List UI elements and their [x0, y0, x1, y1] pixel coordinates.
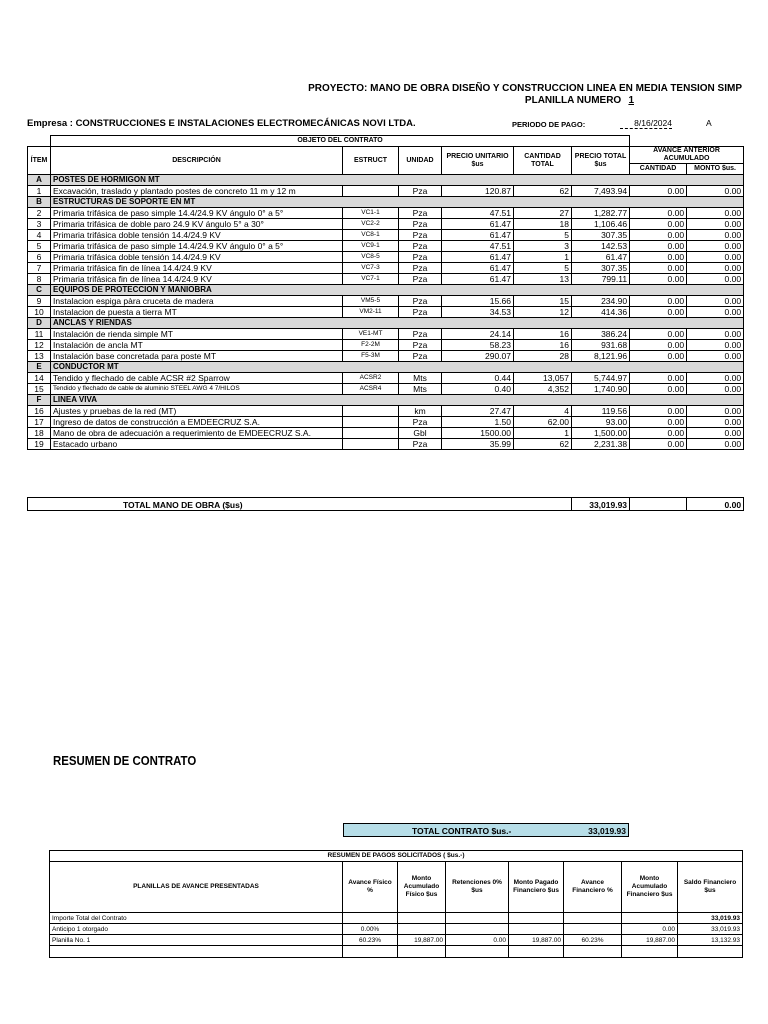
item-unidad: Mts	[399, 384, 442, 395]
item-precio-unitario: 47.51	[442, 208, 514, 219]
item-number: 15	[28, 384, 51, 395]
periodo-suffix: A	[706, 118, 712, 128]
item-number: 16	[28, 406, 51, 417]
item-estruct	[343, 417, 399, 428]
item-avance-monto: 0.00	[687, 329, 744, 340]
pagos-monto-pagado	[509, 924, 564, 935]
item-precio-total: 2,231.38	[572, 439, 630, 450]
col-monto-pagado: Monto Pagado Financiero $us	[509, 862, 564, 913]
item-precio-total: 142.53	[572, 241, 630, 252]
item-unidad: Pza	[399, 230, 442, 241]
item-unidad: Mts	[399, 373, 442, 384]
resumen-pagos-table	[49, 850, 743, 958]
table-row	[28, 186, 744, 197]
pagos-retenciones	[446, 946, 509, 958]
pagos-saldo-financiero	[678, 946, 743, 958]
item-precio-total: 1,282.77	[572, 208, 630, 219]
item-precio-unitario: 290.07	[442, 351, 514, 362]
table-row	[28, 340, 744, 351]
pagos-row	[50, 924, 743, 935]
item-precio-total: 5,744.97	[572, 373, 630, 384]
item-number: 5	[28, 241, 51, 252]
section-name: LINEA VIVA	[51, 395, 744, 406]
item-estruct: VC2-2	[343, 219, 399, 230]
item-unidad: Pza	[399, 307, 442, 318]
item-number: 9	[28, 296, 51, 307]
pagos-label: Importe Total del Contrato	[50, 913, 343, 924]
item-estruct: VC7-3	[343, 263, 399, 274]
pagos-title: RESUMEN DE PAGOS SOLICITADOS ( $us.-)	[50, 851, 743, 862]
item-number: 17	[28, 417, 51, 428]
planilla-number: 1	[628, 95, 634, 106]
item-estruct: F2-2M	[343, 340, 399, 351]
section-row	[28, 362, 744, 373]
pagos-monto-acum-fisico	[398, 913, 446, 924]
item-cantidad-total: 3	[514, 241, 572, 252]
item-avance-cantidad: 0.00	[630, 252, 687, 263]
item-avance-cantidad: 0.00	[630, 307, 687, 318]
item-cantidad-total: 12	[514, 307, 572, 318]
item-estruct	[343, 428, 399, 439]
item-description: Mano de obra de adecuación a requerimiento de EMDEECRUZ S.A.	[51, 428, 343, 439]
pagos-avance-financiero	[564, 946, 622, 958]
item-description: Ajustes y pruebas de la red (MT)	[51, 406, 343, 417]
item-cantidad-total: 5	[514, 263, 572, 274]
item-precio-total: 1,500.00	[572, 428, 630, 439]
item-precio-total: 799.11	[572, 274, 630, 285]
item-avance-monto: 0.00	[687, 373, 744, 384]
section-letter: F	[28, 395, 51, 406]
table-row	[28, 329, 744, 340]
pagos-row	[50, 935, 743, 946]
item-precio-unitario: 58.23	[442, 340, 514, 351]
item-avance-cantidad: 0.00	[630, 208, 687, 219]
col-monto-acum-financiero: Monto Acumulado Financiero $us	[622, 862, 678, 913]
item-unidad: Pza	[399, 263, 442, 274]
item-precio-unitario: 120.87	[442, 186, 514, 197]
item-number: 7	[28, 263, 51, 274]
item-estruct: ACSR2	[343, 373, 399, 384]
item-precio-unitario: 15.66	[442, 296, 514, 307]
item-cantidad-total: 28	[514, 351, 572, 362]
pagos-retenciones	[446, 913, 509, 924]
item-unidad: Pza	[399, 241, 442, 252]
col-cantidad-total: CANTIDAD TOTAL	[514, 147, 572, 175]
table-row	[28, 428, 744, 439]
item-number: 8	[28, 274, 51, 285]
item-description: Instalacion espiga pàra cruceta de madera	[51, 296, 343, 307]
section-name: ANCLAS Y RIENDAS	[51, 318, 744, 329]
item-precio-total: 386.24	[572, 329, 630, 340]
pagos-monto-acum-financiero	[622, 946, 678, 958]
table-row	[28, 263, 744, 274]
item-description: Primaria trifásica de paso simple 14.4/24.9 KV ángulo 0° a 5°	[51, 208, 343, 219]
col-precio-unitario: PRECIO UNITARIO $us	[442, 147, 514, 175]
table-row	[28, 351, 744, 362]
pagos-label: Planilla No. 1	[50, 935, 343, 946]
item-cantidad-total: 13,057	[514, 373, 572, 384]
item-estruct: VC1-1	[343, 208, 399, 219]
item-estruct: VC9-1	[343, 241, 399, 252]
item-estruct	[343, 186, 399, 197]
pagos-row	[50, 913, 743, 924]
pagos-monto-pagado: 19,887.00	[509, 935, 564, 946]
item-precio-total: 931.68	[572, 340, 630, 351]
empresa-line: Empresa : CONSTRUCCIONES E INSTALACIONES ELECTROMECÁNICAS NOVI LTDA.	[27, 118, 416, 129]
item-avance-cantidad: 0.00	[630, 241, 687, 252]
pagos-monto-acum-financiero: 19,887.00	[622, 935, 678, 946]
item-avance-monto: 0.00	[687, 307, 744, 318]
item-precio-unitario: 61.47	[442, 219, 514, 230]
item-estruct: ACSR4	[343, 384, 399, 395]
item-estruct: VC7-1	[343, 274, 399, 285]
item-avance-monto: 0.00	[687, 186, 744, 197]
table-row	[28, 439, 744, 450]
item-avance-cantidad: 0.00	[630, 373, 687, 384]
col-precio-total: PRECIO TOTAL $us	[572, 147, 630, 175]
item-avance-monto: 0.00	[687, 417, 744, 428]
item-precio-total: 1,106.46	[572, 219, 630, 230]
item-unidad: Pza	[399, 351, 442, 362]
section-letter: E	[28, 362, 51, 373]
item-number: 19	[28, 439, 51, 450]
col-avance-financiero: Avance Financiero %	[564, 862, 622, 913]
section-row	[28, 285, 744, 296]
pagos-monto-acum-fisico	[398, 924, 446, 935]
pagos-monto-acum-financiero: 0.00	[622, 924, 678, 935]
item-description: Excavación, traslado y plantado postes de concreto 11 m y 12 m	[51, 186, 343, 197]
item-unidad: Pza	[399, 329, 442, 340]
item-avance-cantidad: 0.00	[630, 384, 687, 395]
item-description: Primaria trifásica de paso simple 14.4/24.9 KV ángulo 0° a 5°	[51, 241, 343, 252]
item-precio-total: 1,740.90	[572, 384, 630, 395]
item-estruct: VC8-5	[343, 252, 399, 263]
item-avance-monto: 0.00	[687, 208, 744, 219]
item-avance-cantidad: 0.00	[630, 186, 687, 197]
pagos-avance-fisico	[343, 946, 398, 958]
item-cantidad-total: 4	[514, 406, 572, 417]
item-avance-monto: 0.00	[687, 439, 744, 450]
pagos-monto-pagado	[509, 946, 564, 958]
total-contrato-box	[343, 823, 629, 837]
item-unidad: Pza	[399, 274, 442, 285]
item-precio-total: 307.35	[572, 230, 630, 241]
item-estruct: VM5-5	[343, 296, 399, 307]
item-precio-unitario: 27.47	[442, 406, 514, 417]
item-number: 11	[28, 329, 51, 340]
section-letter: B	[28, 197, 51, 208]
periodo-label: PERIODO DE PAGO:	[512, 120, 586, 129]
item-unidad: Gbl	[399, 428, 442, 439]
item-estruct: VM2-11	[343, 307, 399, 318]
table-row	[28, 406, 744, 417]
item-cantidad-total: 1	[514, 252, 572, 263]
table-row	[28, 230, 744, 241]
item-precio-unitario: 0.44	[442, 373, 514, 384]
item-number: 4	[28, 230, 51, 241]
item-description: Primaria trifásica doble tensión 14.4/24.9 KV	[51, 252, 343, 263]
pagos-avance-fisico: 0.00%	[343, 924, 398, 935]
col-saldo-financiero: Saldo Financiero $us	[678, 862, 743, 913]
table-row	[28, 208, 744, 219]
resumen-title: RESUMEN DE CONTRATO	[53, 753, 197, 768]
item-avance-cantidad: 0.00	[630, 439, 687, 450]
pagos-retenciones	[446, 924, 509, 935]
item-description: Instalación de rienda simple MT	[51, 329, 343, 340]
section-name: ESTRUCTURAS DE SOPORTE EN MT	[51, 197, 744, 208]
item-estruct: VC8-1	[343, 230, 399, 241]
item-estruct	[343, 439, 399, 450]
item-avance-cantidad: 0.00	[630, 329, 687, 340]
item-precio-unitario: 47.51	[442, 241, 514, 252]
col-avance-fisico: Avance Físico %	[343, 862, 398, 913]
total-mano-obra-label: TOTAL MANO DE OBRA ($us)	[28, 498, 572, 511]
pagos-avance-financiero	[564, 924, 622, 935]
col-estruct: ESTRUCT	[343, 147, 399, 175]
item-cantidad-total: 27	[514, 208, 572, 219]
item-description: Instalacion de puesta a tierra MT	[51, 307, 343, 318]
pagos-avance-fisico	[343, 913, 398, 924]
table-row	[28, 296, 744, 307]
item-precio-unitario: 35.99	[442, 439, 514, 450]
item-precio-unitario: 61.47	[442, 252, 514, 263]
item-description: Primaria trifásica fin de línea 14.4/24.9 KV	[51, 274, 343, 285]
item-cantidad-total: 62	[514, 186, 572, 197]
pagos-avance-fisico: 60.23%	[343, 935, 398, 946]
item-avance-cantidad: 0.00	[630, 406, 687, 417]
item-cantidad-total: 62.00	[514, 417, 572, 428]
table-row	[28, 219, 744, 230]
item-number: 2	[28, 208, 51, 219]
section-row	[28, 318, 744, 329]
planilla-label: PLANILLA NUMERO	[524, 95, 622, 106]
item-number: 6	[28, 252, 51, 263]
item-description: Primaria trifásica doble tensión 14.4/24.9 KV	[51, 230, 343, 241]
item-avance-monto: 0.00	[687, 263, 744, 274]
item-avance-monto: 0.00	[687, 252, 744, 263]
item-unidad: Pza	[399, 417, 442, 428]
item-precio-total: 93.00	[572, 417, 630, 428]
item-number: 3	[28, 219, 51, 230]
item-avance-cantidad: 0.00	[630, 219, 687, 230]
item-avance-monto: 0.00	[687, 230, 744, 241]
item-avance-cantidad: 0.00	[630, 428, 687, 439]
item-precio-unitario: 61.47	[442, 274, 514, 285]
item-avance-monto: 0.00	[687, 296, 744, 307]
item-unidad: Pza	[399, 296, 442, 307]
planilla-title	[380, 95, 634, 106]
section-letter: C	[28, 285, 51, 296]
table-row	[28, 417, 744, 428]
item-unidad: km	[399, 406, 442, 417]
periodo-date: 8/16/2024	[620, 118, 672, 129]
pagos-saldo-financiero: 33,019.93	[678, 913, 743, 924]
col-monto-acum-fisico: Monto Acumulado Físico $us	[398, 862, 446, 913]
pagos-monto-acum-fisico	[398, 946, 446, 958]
item-unidad: Pza	[399, 252, 442, 263]
item-estruct	[343, 406, 399, 417]
pagos-monto-pagado	[509, 913, 564, 924]
pagos-avance-financiero	[564, 913, 622, 924]
item-avance-cantidad: 0.00	[630, 417, 687, 428]
item-description: Tendido y flechado de cable ACSR #2 Sparrow	[51, 373, 343, 384]
pagos-label	[50, 946, 343, 958]
col-avance-monto: MONTO $us.	[687, 164, 744, 175]
item-estruct: F5-3M	[343, 351, 399, 362]
item-precio-unitario: 1.50	[442, 417, 514, 428]
item-cantidad-total: 16	[514, 329, 572, 340]
item-description: Primaria trifásica fin de línea 14.4/24.9 KV	[51, 263, 343, 274]
item-cantidad-total: 18	[514, 219, 572, 230]
item-number: 13	[28, 351, 51, 362]
item-avance-monto: 0.00	[687, 406, 744, 417]
table-row	[28, 373, 744, 384]
table-row	[28, 384, 744, 395]
table-row	[28, 307, 744, 318]
table-row	[28, 274, 744, 285]
item-number: 14	[28, 373, 51, 384]
item-unidad: Pza	[399, 186, 442, 197]
item-avance-cantidad: 0.00	[630, 340, 687, 351]
item-description: Estacado urbano	[51, 439, 343, 450]
item-unidad: Pza	[399, 208, 442, 219]
section-letter: D	[28, 318, 51, 329]
item-number: 12	[28, 340, 51, 351]
item-avance-monto: 0.00	[687, 428, 744, 439]
item-cantidad-total: 62	[514, 439, 572, 450]
item-precio-total: 307.35	[572, 263, 630, 274]
item-precio-total: 234.90	[572, 296, 630, 307]
pagos-saldo-financiero: 13,132.93	[678, 935, 743, 946]
item-description: Instalación de ancla MT	[51, 340, 343, 351]
pagos-retenciones: 0.00	[446, 935, 509, 946]
section-name: POSTES DE HORMIGON MT	[51, 175, 744, 186]
item-avance-monto: 0.00	[687, 241, 744, 252]
item-precio-total: 8,121.96	[572, 351, 630, 362]
item-avance-cantidad: 0.00	[630, 351, 687, 362]
item-cantidad-total: 16	[514, 340, 572, 351]
total-mano-obra-value: 33,019.93	[572, 498, 630, 511]
item-number: 18	[28, 428, 51, 439]
item-cantidad-total: 5	[514, 230, 572, 241]
col-avance-anterior: AVANCE ANTERIOR ACUMULADO	[630, 147, 744, 164]
item-cantidad-total: 15	[514, 296, 572, 307]
contract-items-table	[27, 135, 744, 450]
item-unidad: Pza	[399, 219, 442, 230]
section-name: CONDUCTOR MT	[51, 362, 744, 373]
col-item: ÍTEM	[28, 147, 51, 175]
objeto-header: OBJETO DEL CONTRATO	[51, 136, 630, 147]
item-description: Primaria trifásica de doble paro 24.9 KV ángulo 5° a 30°	[51, 219, 343, 230]
section-name: EQUIPOS DE PROTECCION Y MANIOBRA	[51, 285, 744, 296]
item-avance-cantidad: 0.00	[630, 296, 687, 307]
table-row	[28, 252, 744, 263]
col-unidad: UNIDAD	[399, 147, 442, 175]
pagos-saldo-financiero: 33,019.93	[678, 924, 743, 935]
total-contrato-label: TOTAL CONTRATO $us.-	[344, 824, 549, 837]
item-precio-total: 119.56	[572, 406, 630, 417]
item-precio-unitario: 24.14	[442, 329, 514, 340]
section-row	[28, 395, 744, 406]
item-description: Instalación base concretada para poste MT	[51, 351, 343, 362]
item-unidad: Pza	[399, 340, 442, 351]
pagos-monto-acum-fisico: 19,887.00	[398, 935, 446, 946]
section-row	[28, 197, 744, 208]
item-avance-cantidad: 0.00	[630, 263, 687, 274]
item-avance-cantidad: 0.00	[630, 274, 687, 285]
total-mano-obra-row	[27, 497, 744, 511]
pagos-row	[50, 946, 743, 958]
col-retenciones: Retenciones 0% $us	[446, 862, 509, 913]
item-avance-monto: 0.00	[687, 384, 744, 395]
col-descripcion: DESCRIPCIÓN	[51, 147, 343, 175]
item-number: 10	[28, 307, 51, 318]
col-planillas: PLANILLAS DE AVANCE PRESENTADAS	[50, 862, 343, 913]
pagos-monto-acum-financiero	[622, 913, 678, 924]
table-row	[28, 241, 744, 252]
item-description: Tendido y flechado de cable de aluminio STEEL AWG 4 7/HILOS	[51, 384, 343, 395]
item-number: 1	[28, 186, 51, 197]
item-avance-monto: 0.00	[687, 274, 744, 285]
item-avance-monto: 0.00	[687, 351, 744, 362]
item-precio-unitario: 34.53	[442, 307, 514, 318]
item-cantidad-total: 1	[514, 428, 572, 439]
section-letter: A	[28, 175, 51, 186]
project-title: PROYECTO: MANO DE OBRA DISEÑO Y CONSTRUCCION LINEA EN MEDIA TENSION SIMP	[308, 83, 742, 94]
item-precio-total: 7,493.94	[572, 186, 630, 197]
item-estruct: VE1-MT	[343, 329, 399, 340]
pagos-label: Anticipo 1 otorgado	[50, 924, 343, 935]
total-avance-value: 0.00	[687, 498, 744, 511]
pagos-avance-financiero: 60.23%	[564, 935, 622, 946]
item-precio-unitario: 1500.00	[442, 428, 514, 439]
item-precio-total: 414.36	[572, 307, 630, 318]
item-description: Ingreso de datos de construcción a EMDEECRUZ S.A.	[51, 417, 343, 428]
item-precio-unitario: 0.40	[442, 384, 514, 395]
total-contrato-value: 33,019.93	[549, 824, 629, 837]
col-avance-cantidad: CANTIDAD	[630, 164, 687, 175]
item-unidad: Pza	[399, 439, 442, 450]
item-avance-monto: 0.00	[687, 340, 744, 351]
item-avance-cantidad: 0.00	[630, 230, 687, 241]
item-cantidad-total: 13	[514, 274, 572, 285]
item-precio-total: 61.47	[572, 252, 630, 263]
section-row	[28, 175, 744, 186]
item-precio-unitario: 61.47	[442, 230, 514, 241]
item-avance-monto: 0.00	[687, 219, 744, 230]
item-cantidad-total: 4,352	[514, 384, 572, 395]
item-precio-unitario: 61.47	[442, 263, 514, 274]
